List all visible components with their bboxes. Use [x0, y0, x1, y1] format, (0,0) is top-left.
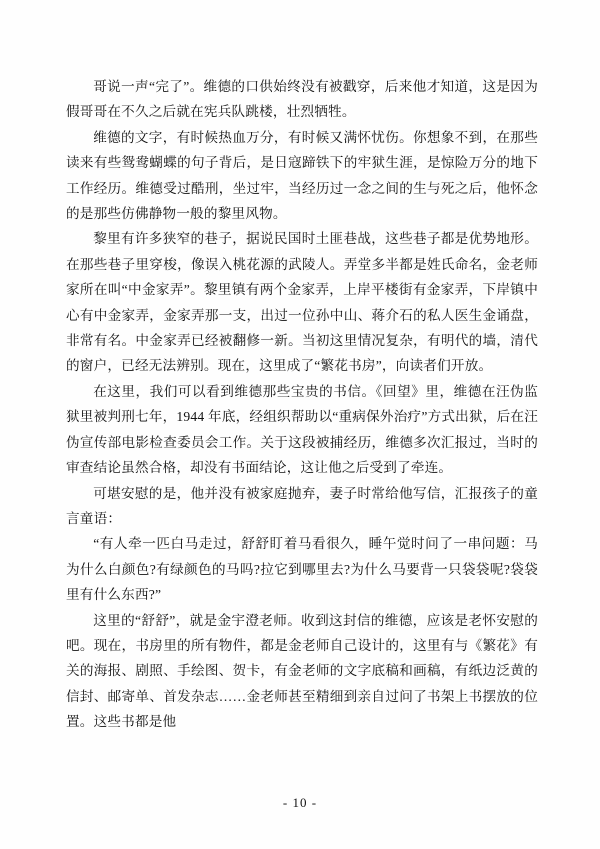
- paragraph: 哥说一声“完了”。维德的口供始终没有被戳穿，后来他才知道，这是因为假哥哥在不久之后就在宪兵队跳楼，壮烈牺牲。: [66, 79, 538, 120]
- document-body: [66, 74, 538, 735]
- paragraph: 这里的“舒舒”，就是金宇澄老师。收到这封信的维德，应该是老怀安慰的吧。现在，书房里的所有物件，都是金老师自己设计的，这里有与《繁花》有关的海报、剧照、手绘图、贺卡，有金老师的文字底稿和画稿，有纸边泛黄的信封、邮寄单、首发杂志……金老师甚至精细到亲自过问了书架上书摆放的位置。这些书都是他: [66, 612, 538, 730]
- paragraph: “有人牵一匹白马走过，舒舒盯着马看很久，睡午觉时问了一串问题：马为什么白颜色?有绿颜色的马吗?拉它到哪里去?为什么马要背一只袋袋呢?袋袋里有什么东西?”: [66, 536, 538, 603]
- paragraph: 在这里，我们可以看到维德那些宝贵的书信。《回望》里，维德在汪伪监狱里被判刑七年，1944 年底，经组织帮助以“重病保外治疗”方式出狱，后在汪伪宣传部电影检查委员会工作。关于这段被捕经历，维德多次汇报过，当时的审查结论虽然合格，却没有书面结论，这让他之后受到了牵连。: [66, 383, 538, 476]
- page-number: - 10 -: [282, 795, 318, 810]
- paragraph: 可堪安慰的是，他并没有被家庭抛弃，妻子时常给他写信，汇报孩子的童言童语：: [66, 485, 538, 526]
- paragraph: 黎里有许多狭窄的巷子，据说民国时土匪巷战，这些巷子都是优势地形。在那些巷子里穿梭，像误入桃花源的武陵人。弄堂多半都是姓氏命名，金老师家所在叫“中金家弄”。黎里镇有两个金家弄，上岸平楼街有金家弄，下岸镇中心有中金家弄，金家弄那一支，出过一位孙中山、蒋介石的私人医生金诵盘，非常有名。中金家弄已经被翻修一新。当初这里情况复杂，有明代的墙，清代的窗户，已经无法辨别。现在，这里成了“繁花书房”，向读者们开放。: [66, 231, 538, 374]
- paragraph: 维德的文字，有时候热血万分，有时候又满怀忧伤。你想象不到，在那些读来有些鸳鸯蝴蝶的句子背后，是日寇蹄铁下的牢狱生涯，是惊险万分的地下工作经历。维德受过酷刑，坐过牢，当经历过一念之间的生与死之后，他怀念的是那些仿佛静物一般的黎里风物。: [66, 129, 538, 222]
